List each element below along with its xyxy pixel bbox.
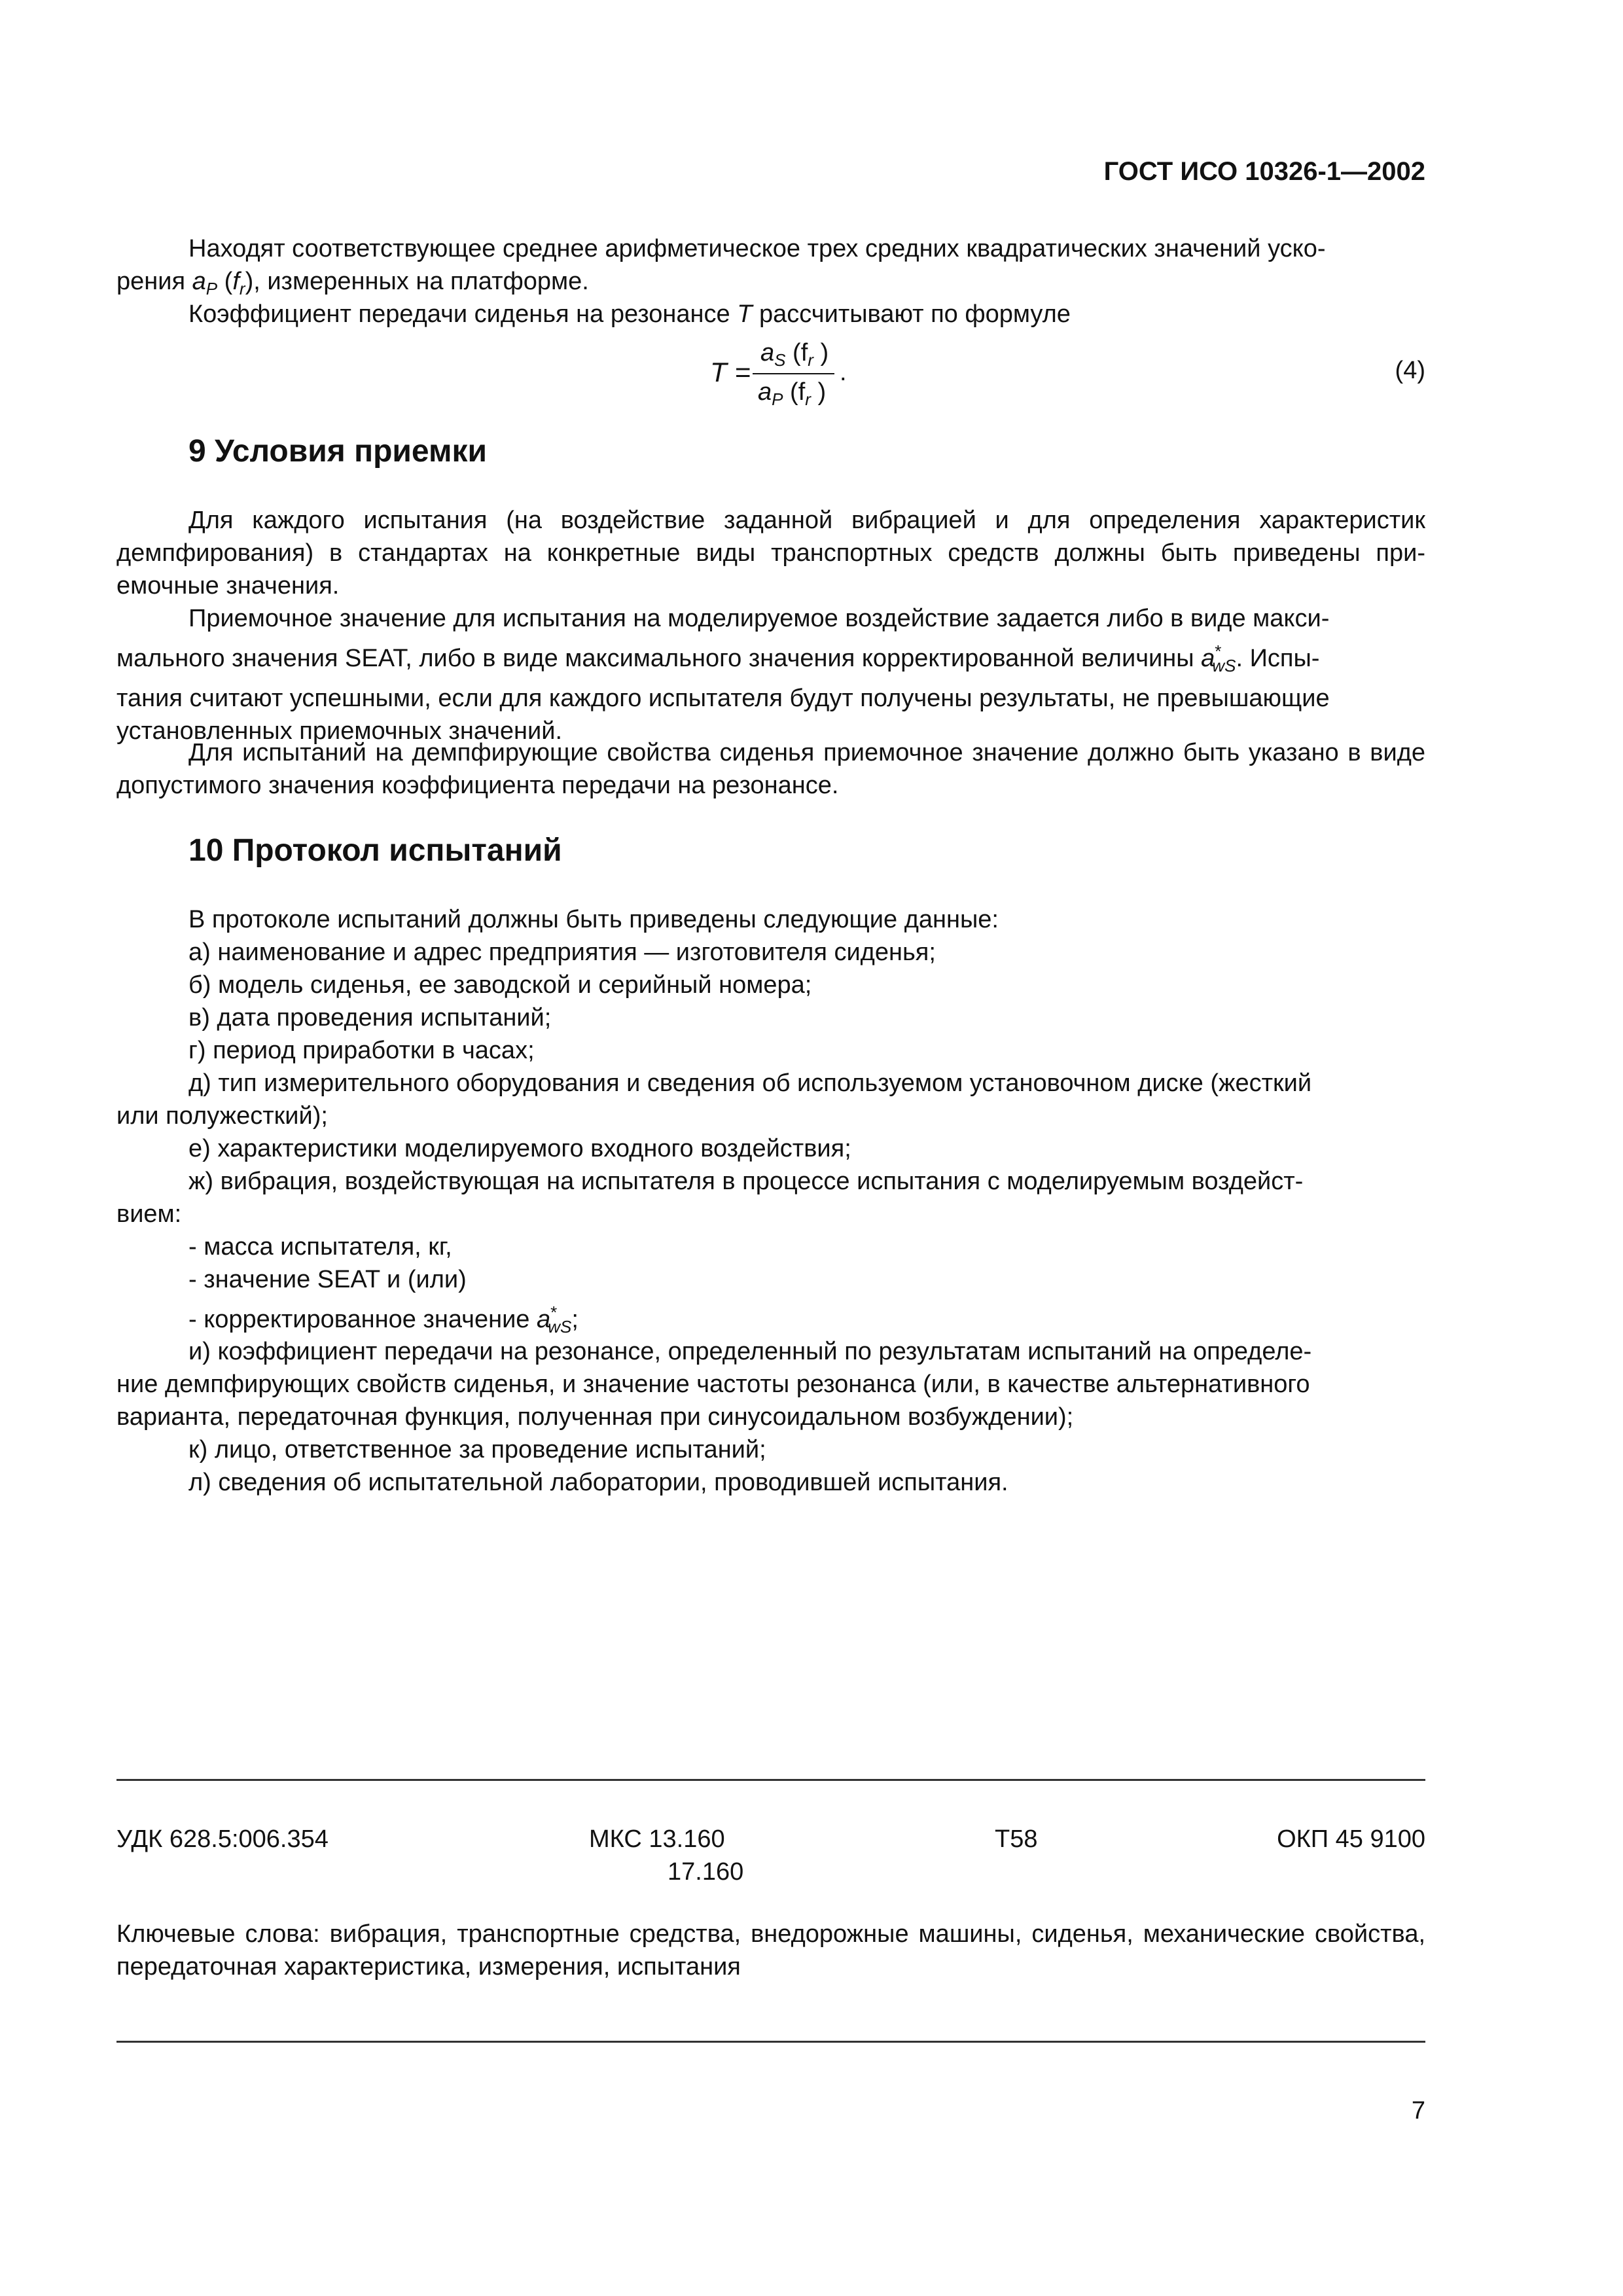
list-item-v-text: в) дата проведения испытаний; <box>188 1004 552 1031</box>
list-item-g-text: г) период приработки в часах; <box>188 1037 535 1064</box>
s9p2-line2-end: . Испы- <box>1236 645 1320 672</box>
list-item-d-line1: д) тип измерительного оборудования и сведения об используемом установочном диске (жесткий <box>188 1069 1312 1097</box>
intro-line-2-end: , измеренных на платформе. <box>253 268 589 295</box>
list-item-d <box>116 1067 1425 1132</box>
list-item-e <box>116 1132 1425 1165</box>
s9p1-line2: демпфирования) в стандартах на конкретные виды транспортных средств должны быть приведены при- <box>116 539 1425 567</box>
formula-intro <box>116 298 1425 331</box>
section-10-title: 10 Протокол испытаний <box>188 833 562 868</box>
s9p2-line2-start: мального значения SEAT, либо в виде максимального значения корректированной величины <box>116 645 1194 672</box>
s10-intro-text: В протоколе испытаний должны быть приведены следующие данные: <box>188 906 999 933</box>
list-item-zh-line2: вием: <box>116 1200 182 1228</box>
section-9-paragraph-2 <box>116 602 1425 747</box>
mks-code-1: МКС 13.160 <box>589 1825 725 1853</box>
intro-paragraph: Находят соответствующее среднее арифметическое трех средних квадратических значений уско- рения $a_P$ $(f_r)$, измеренных на платформе. <box>116 235 1326 298</box>
section-9-paragraph-3 <box>116 736 1425 802</box>
dash-item-weighted-text: - корректированное значение <box>188 1306 530 1333</box>
list-item-e-text: е) характеристики моделируемого входного воздействия; <box>188 1135 851 1162</box>
list-item-k-text: к) лицо, ответственное за проведение испытаний; <box>188 1436 766 1463</box>
list-item-g <box>116 1034 1425 1067</box>
section-9-title: 9 Условия приемки <box>188 434 488 469</box>
math-a: a <box>192 268 206 295</box>
list-item-k <box>116 1433 1425 1466</box>
intro-line-2-start: рения <box>116 268 186 295</box>
list-item-b <box>116 969 1425 1001</box>
list-item-i-line2: ние демпфирующих свойств сиденья, и значение частоты резонанса (или, в качестве альтернативного <box>116 1371 1310 1398</box>
list-item-d-line2: или полужесткий); <box>116 1102 328 1130</box>
dash-item-seat-text: - значение SEAT и (или) <box>188 1266 467 1293</box>
dash-item-weighted-end: ; <box>571 1306 579 1333</box>
formula-period: . <box>840 359 847 386</box>
list-item-a-text: а) наименование и адрес предприятия — изготовителя сиденья; <box>188 939 936 966</box>
formula-intro-text: Коэффициент передачи сиденья на резонансе <box>188 300 730 328</box>
list-item-i-line3: варианта, передаточная функция, полученная при синусоидальном возбуждении); <box>116 1403 1074 1431</box>
list-item-i <box>116 1335 1425 1433</box>
list-item-zh <box>116 1165 1425 1230</box>
math-a: a <box>537 1306 551 1333</box>
list-item-v <box>116 1001 1425 1034</box>
list-item-b-text: б) модель сиденья, ее заводской и серийный номера; <box>188 971 812 999</box>
math-f: f <box>232 268 240 295</box>
math-sub-p: P <box>205 279 218 298</box>
keywords-line2: свойства, передаточная характеристика, измерения, испытания <box>116 1920 1426 1981</box>
formula-intro-text-end: рассчитывают по формуле <box>758 300 1071 328</box>
keywords <box>116 1918 1425 1983</box>
formula-number: (4) <box>1395 357 1425 384</box>
s9p2-line4: установленных приемочных значений. <box>116 717 563 745</box>
s9p1-line1: Для каждого испытания (на воздействие заданной вибрацией и для определения характеристик <box>188 507 1425 534</box>
mks-code-2: 17.160 <box>668 1858 744 1886</box>
list-item-l <box>116 1466 1425 1499</box>
math-sub-r: r <box>239 279 245 298</box>
s9p2-line3: тания считают успешными, если для каждого испытателя будут получены результаты, не превышающие <box>116 685 1330 712</box>
section-9-paragraph-1 <box>116 504 1425 602</box>
s9p3-line2: виде допустимого значения коэффициента передачи на резонансе. <box>116 739 1426 799</box>
document-id: ГОСТ ИСО 10326-1—2002 <box>1103 157 1425 186</box>
math-star: * <box>1215 641 1222 661</box>
formula-lhs: T = <box>710 357 751 387</box>
s9p1-line3: емочные значения. <box>116 572 340 600</box>
s9p3-line1: Для испытаний на демпфирующие свойства сиденья приемочное значение должно быть указано в <box>188 739 1361 766</box>
math-sub-ws: wS <box>548 1317 572 1336</box>
s9p2-line1: Приемочное значение для испытания на моделируемое воздействие задается либо в виде макси- <box>188 605 1330 632</box>
t-code: Т58 <box>995 1825 1038 1853</box>
footer-bottom-rule <box>116 2041 1425 2043</box>
list-item-zh-line1: ж) вибрация, воздействующая на испытателя в процессе испытания с моделируемым воздейст- <box>188 1168 1304 1195</box>
math-star: * <box>550 1302 558 1322</box>
page-number: 7 <box>1411 2097 1425 2125</box>
section-10-intro <box>116 903 1425 936</box>
formula-numerator: $a_S$ ($f_r$ ) <box>760 339 829 370</box>
formula-intro-T: T <box>737 300 753 328</box>
math-sub-ws: wS <box>1212 656 1236 675</box>
formula-fraction-bar <box>753 373 834 374</box>
dash-item-mass <box>116 1230 1425 1263</box>
dash-item-mass-text: - масса испытателя, кг, <box>188 1233 452 1261</box>
okp-code: ОКП 45 9100 <box>1277 1825 1425 1853</box>
list-item-l-text: л) сведения об испытательной лаборатории, проводившей испытания. <box>188 1469 1008 1496</box>
list-item-a <box>116 936 1425 969</box>
formula-denominator: $a_P$ ($f_r$ ) <box>758 378 827 409</box>
footer-top-rule <box>116 1779 1425 1781</box>
udk-code: УДК 628.5:006.354 <box>116 1825 329 1853</box>
list-item-i-line1: и) коэффициент передачи на резонансе, определенный по результатам испытаний на определе- <box>188 1338 1312 1365</box>
dash-item-seat <box>116 1263 1425 1296</box>
intro-line-1: Находят соответствующее среднее арифметическое трех средних квадратических значений уско- <box>188 235 1326 262</box>
keywords-line1: Ключевые слова: вибрация, транспортные средства, внедорожные машины, сиденья, механические <box>116 1920 1306 1948</box>
math-a: a <box>1201 645 1215 672</box>
